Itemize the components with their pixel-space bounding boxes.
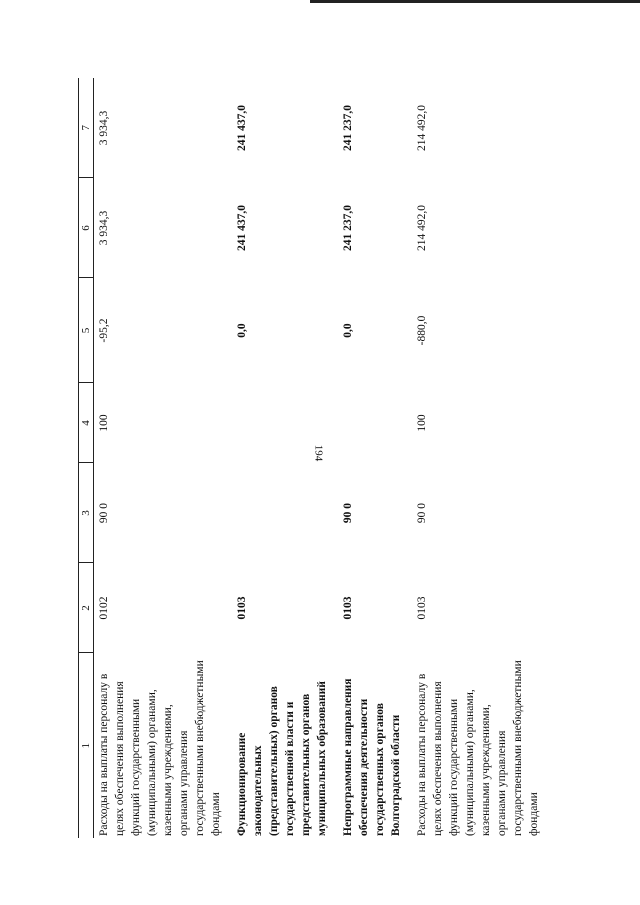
- row-name: Расходы на выплаты персоналу в целях обеспечения выполнения функций государственными (муниципальными) органами, казенными учреждениями, органами управления государственными внебюджетными фондами: [98, 660, 222, 836]
- row-change: -880,0: [416, 315, 428, 346]
- row-program: 90 0: [98, 502, 110, 524]
- col-header-6: 6: [79, 178, 94, 278]
- row-total: 241 437,0: [236, 105, 248, 151]
- row-amount: 214 492,0: [416, 205, 428, 251]
- row-code: 0103: [236, 596, 248, 620]
- row-change: -95,2: [98, 318, 110, 343]
- top-rule: [310, 0, 640, 3]
- row-program: [232, 463, 338, 563]
- row-type: [338, 383, 412, 463]
- row-amount: 3 934,3: [98, 210, 110, 246]
- row-name: Непрограммные направления обеспечения деятельности государственных органов Волгоградской области: [342, 678, 402, 836]
- row-name: Функционирование законодательных (представительных) органов государственной власти и представительных органов муниципальных образований: [236, 681, 328, 836]
- budget-table: [78, 78, 550, 838]
- row-change: 0,0: [342, 323, 354, 338]
- col-header-7: 7: [79, 78, 94, 178]
- row-type: 100: [98, 414, 110, 432]
- row-total: 3 934,3: [98, 110, 110, 146]
- row-code: 0103: [342, 596, 354, 620]
- row-amount: 241 237,0: [342, 205, 354, 251]
- row-type: [232, 383, 338, 463]
- col-header-3: 3: [79, 463, 94, 563]
- row-change: 0,0: [236, 323, 248, 338]
- header-row: [79, 78, 94, 838]
- row-total: 241 237,0: [342, 105, 354, 151]
- row-type: 100: [416, 414, 428, 432]
- col-header-5: 5: [79, 278, 94, 383]
- row-code: 0102: [98, 596, 110, 620]
- row-program: 90 0: [416, 502, 428, 524]
- col-header-4: 4: [79, 383, 94, 463]
- table-row: [412, 78, 550, 838]
- page-number: 194: [312, 444, 325, 462]
- row-program: 90 0: [342, 502, 354, 524]
- table-row: [338, 78, 412, 838]
- row-total: 214 492,0: [416, 105, 428, 151]
- row-name: Расходы на выплаты персоналу в целях обеспечения выполнения функций государственными (муниципальными) органами, казенными учреждениями, органами управления государственными внебюджетными фондами: [416, 660, 540, 836]
- col-header-2: 2: [79, 563, 94, 653]
- table-row: [232, 78, 338, 838]
- rotated-table-wrapper: [78, 78, 628, 838]
- row-amount: 241 437,0: [236, 205, 248, 251]
- table-row: [94, 78, 233, 838]
- col-header-1: 1: [79, 653, 94, 838]
- row-code: 0103: [416, 596, 428, 620]
